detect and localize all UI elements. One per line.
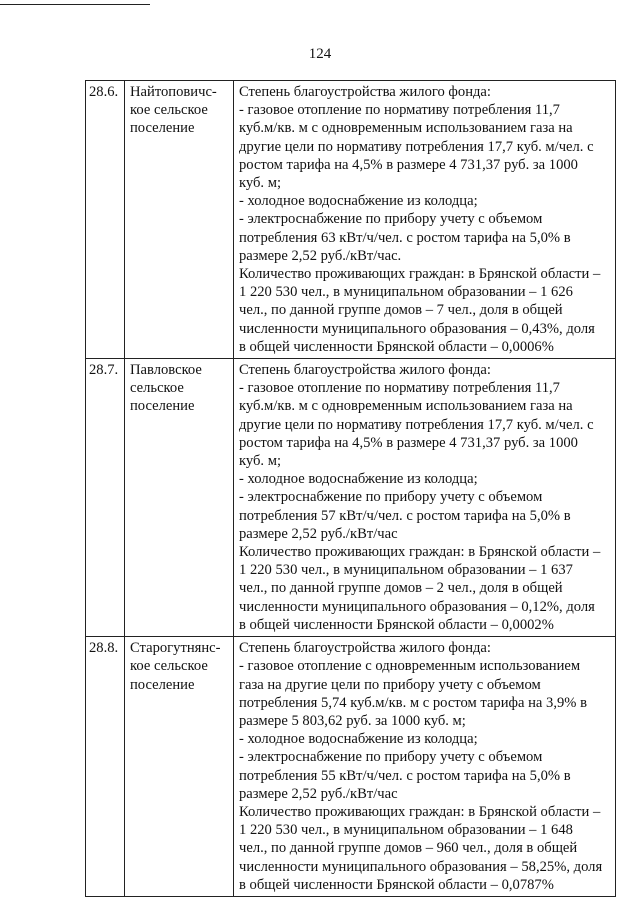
settlement-name [125,637,234,897]
description-line: численности муниципального образования – 0,43%, доля [239,320,595,337]
description-line: размере 2,52 руб./кВт/час [239,525,398,542]
description-line: - газовое отопление по нормативу потребления 11,7 [239,102,560,119]
settlement-name [125,359,234,637]
settlement-name-line: Найтоповичс- [130,84,217,100]
settlement-name-line: кое сельское [130,102,208,119]
row-number: 28.8. [86,637,125,897]
table-row [86,359,616,637]
description-line: Степень благоустройства жилого фонда: [239,640,491,657]
description-line: чел., по данной группе домов – 960 чел., доля в общей [239,840,578,857]
description-line: куб. м; [239,175,281,192]
description-line: в общей численности Брянской области – 0,0002% [239,616,554,633]
description-line: куб.м/кв. м с одновременным использованием газа на [239,120,573,137]
page-number: 124 [308,46,332,62]
table-row [86,637,616,897]
description-line: - газовое отопление с одновременным использованием [239,658,581,675]
description-line: в общей численности Брянской области – 0,0006% [239,338,554,355]
row-number: 28.6. [86,81,125,359]
description-line: другие цели по нормативу потребления 17,7 куб. м/чел. с [239,138,594,155]
description-line: 1 220 530 чел., в муниципальном образовании – 1 626 [239,284,573,301]
settlement-name [125,81,234,359]
settlement-name-line: кое сельское [130,658,208,675]
housing-table [85,80,616,897]
housing-description [234,637,616,897]
table-row [86,81,616,359]
description-line: - газовое отопление по нормативу потребления 11,7 [239,380,560,397]
housing-description [234,81,616,359]
settlement-name-line: поселение [130,398,195,415]
description-line: куб.м/кв. м с одновременным использованием газа на [239,398,573,415]
description-line: размере 2,52 руб./кВт/час. [239,247,402,264]
description-line: Количество проживающих граждан: в Брянской области – [239,266,601,283]
description-line: ростом тарифа на 4,5% в размере 4 731,37 руб. за 1000 [239,434,578,451]
description-line: Степень благоустройства жилого фонда: [239,84,491,100]
description-line: другие цели по нормативу потребления 17,7 куб. м/чел. с [239,416,594,433]
description-line: - электроснабжение по прибору учету с объемом [239,211,543,228]
description-line: размере 2,52 руб./кВт/час [239,785,398,802]
description-line: Количество проживающих граждан: в Брянской области – [239,544,601,561]
description-line: ростом тарифа на 4,5% в размере 4 731,37 руб. за 1000 [239,156,578,173]
description-line: - холодное водоснабжение из колодца; [239,731,478,748]
description-line: потребления 63 кВт/ч/чел. с ростом тарифа на 5,0% в [239,229,571,246]
description-line: в общей численности Брянской области – 0,0787% [239,876,554,893]
description-line: - электроснабжение по прибору учету с объемом [239,489,543,506]
settlement-name-line: Павловское [130,362,202,379]
description-line: чел., по данной группе домов – 7 чел., доля в общей [239,302,563,319]
description-line: - холодное водоснабжение из колодца; [239,471,478,488]
top-rule [0,4,150,5]
settlement-name-line: сельское [130,380,184,397]
description-line: - электроснабжение по прибору учету с объемом [239,749,543,766]
housing-description [234,359,616,637]
row-number: 28.7. [86,359,125,637]
settlement-name-line: поселение [130,676,195,693]
description-line: Количество проживающих граждан: в Брянской области – [239,803,601,820]
settlement-name-line: поселение [130,120,195,137]
description-line: численности муниципального образования – 58,25%, доля [239,858,603,875]
description-line: размере 5 803,62 руб. за 1000 куб. м; [239,712,466,729]
description-line: 1 220 530 чел., в муниципальном образовании – 1 648 [239,822,573,839]
settlement-name-line: Старогутнянс- [130,640,221,657]
description-line: куб. м; [239,453,281,470]
description-line: потребления 55 кВт/ч/чел. с ростом тарифа на 5,0% в [239,767,571,784]
description-line: газа на другие цели по прибору учету с объемом [239,676,541,693]
description-line: численности муниципального образования – 0,12%, доля [239,598,595,615]
description-line: потребления 57 кВт/ч/чел. с ростом тарифа на 5,0% в [239,507,571,524]
description-line: - холодное водоснабжение из колодца; [239,193,478,210]
description-line: Степень благоустройства жилого фонда: [239,362,491,379]
description-line: чел., по данной группе домов – 2 чел., доля в общей [239,580,563,597]
description-line: 1 220 530 чел., в муниципальном образовании – 1 637 [239,562,573,579]
description-line: потребления 5,74 куб.м/кв. м с ростом тарифа на 3,9% в [239,694,587,711]
